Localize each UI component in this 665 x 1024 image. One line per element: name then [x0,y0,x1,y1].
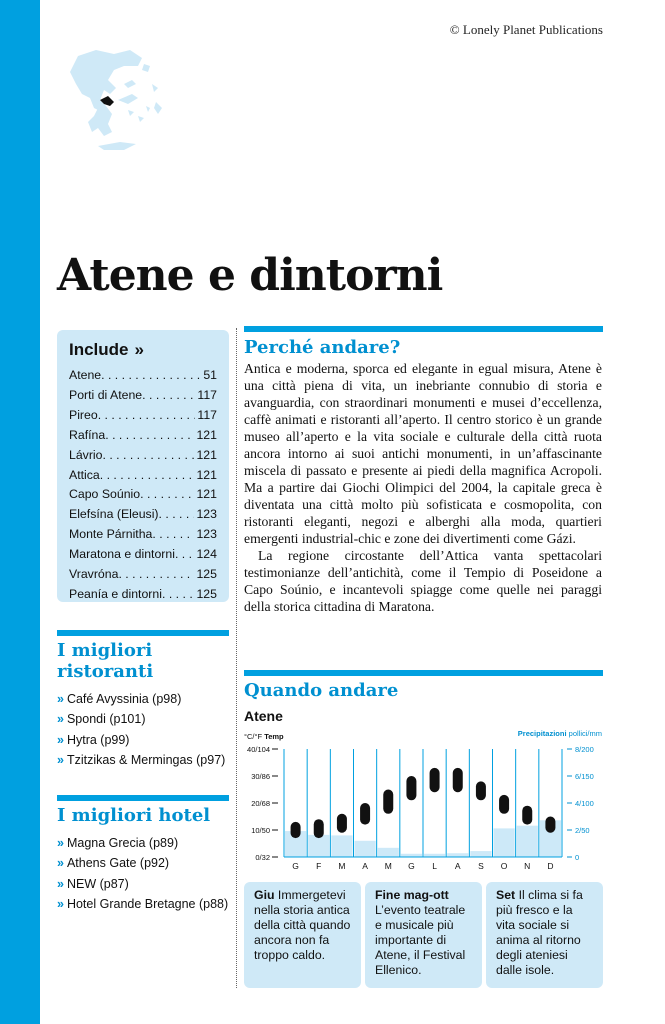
include-item-name: Capo Soúnio [69,487,141,502]
restaurant-item [57,730,229,750]
temp-range-bar [383,790,393,814]
temp-tick-label: 20/68 [251,799,270,808]
month-tick-label: A [362,861,368,871]
leader-dots [140,485,194,505]
section-rule [57,630,229,636]
month-tick-label: G [408,861,415,871]
bullet-chevron-icon: » [57,692,64,706]
chart-city: Atene [244,708,283,724]
temp-range-bar [291,822,301,838]
include-item-page: 123 [196,507,217,522]
why-paragraph: La regione circostante dell’Attica vanta spettacolari testimonianze dell’antichità, come il Tempio di Poseidone a Capo Soúnio, e incantevoli spiagge come quelle nei paraggi della storica cittadina di Maratona. [244,548,602,614]
greece-map-icon [58,44,168,154]
precip-axis-label: Precipitazioni [517,729,567,738]
color-bar [0,0,40,1024]
bullet-chevron-icon: » [57,836,64,850]
season-label: Set [496,888,516,902]
season-text: L’evento teatrale e musicale più importante di Atene, il Festival Ellenico. [375,903,466,977]
column-divider [236,328,237,988]
temp-tick-label: 30/86 [251,772,270,781]
include-item [69,525,217,545]
include-item [69,505,217,525]
leader-dots [98,406,196,426]
precip-bar [494,828,515,857]
include-item-name: Porti di Atene [69,387,143,402]
month-tick-label: N [524,861,531,871]
include-item [69,466,217,486]
restaurant-item-text: Tzitzikas & Mermingas (p97) [66,752,226,767]
bullet-chevron-icon: » [57,856,64,871]
include-item-name: Maratona e dintorni [69,547,175,562]
month-tick-label: F [316,861,322,871]
leader-dots [101,366,201,386]
include-item-page: 123 [196,527,217,542]
bullet-chevron-icon: » [57,712,64,727]
temp-range-bar [476,781,486,800]
restaurant-item-text: Spondi (p101) [66,712,146,727]
include-item-name: Lávrio [69,447,103,462]
leader-dots [118,565,194,585]
include-item-page: 124 [196,547,217,562]
precip-bar [447,853,468,857]
include-item-name: Monte Párnitha [69,527,153,542]
section-rule [244,326,603,332]
temp-range-bar [360,803,370,825]
include-item-page: 125 [196,586,217,601]
month-tick-label: S [478,861,484,871]
precip-bar [470,851,491,857]
temp-tick-label: 0/32 [255,853,270,862]
hotel-item [57,874,229,894]
hotels-list [57,833,229,914]
temp-range-bar [430,768,440,792]
season-box [365,882,482,988]
include-item-page: 121 [196,487,217,502]
restaurant-item-text: Hytra (p99) [66,732,130,747]
temp-range-bar [406,776,416,800]
hotel-item-text: Magna Grecia (p89) [66,836,179,850]
precip-bar [378,848,399,857]
restaurant-item-text: Café Avyssinia (p98) [66,692,182,706]
include-heading [69,340,217,360]
include-item [69,485,217,505]
leader-dots [175,545,195,565]
season-box [486,882,603,988]
double-chevron-icon: » [134,340,144,359]
month-tick-label: M [384,861,392,871]
temp-axis-units: °C/°F [244,732,263,741]
season-label: Fine mag-ott [375,888,449,902]
month-tick-label: A [454,861,461,871]
temp-range-bar [522,806,532,825]
season-text: Il clima si fa più fresco e la vita sociale si anima al ritorno degli ateniesi dalle isole. [496,888,583,977]
month-tick-label: M [338,861,346,871]
season-box [244,882,361,988]
month-tick-label: O [500,861,508,871]
copyright: © Lonely Planet Publications [449,22,603,37]
month-tick-label: G [292,861,299,871]
precip-axis-title [518,729,602,738]
precip-bar [331,835,352,857]
include-item [69,426,217,446]
restaurant-item [57,750,229,770]
precip-bar [308,835,329,857]
hotel-item-text: Hotel Grande Bretagne (p88) [66,896,229,911]
restaurant-item [57,709,229,729]
include-item [69,366,217,386]
include-item-page: 121 [196,467,217,482]
temp-range-bar [337,814,347,833]
include-item [69,545,217,565]
restaurants-title: I migliori ristoranti [57,640,154,682]
include-item-name: Atene [69,368,102,382]
include-item [69,446,217,466]
precip-bar [355,841,376,857]
include-item [69,585,217,605]
include-item-name: Peanía e dintorni [69,586,162,601]
page-title: Atene e dintorni [57,250,443,301]
section-rule [244,670,603,676]
hotel-item [57,853,229,873]
leader-dots [152,525,194,545]
temp-tick-label: 40/104 [247,745,270,754]
include-item-name: Pireo [69,407,98,422]
include-list [69,366,217,605]
leader-dots [159,505,195,525]
bullet-chevron-icon: » [57,896,64,911]
temp-tick-label: 10/50 [251,826,270,835]
include-item-page: 51 [203,368,217,382]
hotels-title: I migliori hotel [57,805,211,826]
season-label: Giu [254,888,275,902]
include-item-name: Attica [69,467,100,482]
when-title: Quando andare [244,680,399,701]
season-boxes [244,882,603,988]
include-item-page: 121 [196,447,217,462]
climate-chart [244,724,603,874]
month-tick-label: D [547,861,554,871]
leader-dots [162,585,194,605]
include-item-name: Rafína [69,427,106,442]
include-item-page: 125 [196,567,217,582]
include-item-page: 121 [196,427,217,442]
precip-tick-label: 6/150 [575,772,594,781]
why-title: Perché andare? [244,337,401,358]
why-text [244,360,602,615]
hotel-item [57,894,229,914]
temp-range-bar [499,795,509,814]
leader-dots [105,426,194,446]
precip-bar [517,826,538,857]
temp-range-bar [545,817,555,833]
include-item [69,406,217,426]
leader-dots [142,386,195,406]
include-item [69,565,217,585]
include-item-page: 117 [197,407,217,422]
precip-tick-label: 0 [575,853,580,862]
precip-tick-label: 2/50 [575,826,590,835]
temp-range-bar [453,768,463,792]
hotel-item [57,833,229,853]
temp-axis-title [244,732,284,741]
precip-tick-label: 8/200 [575,745,594,754]
month-tick-label: L [432,861,437,871]
hotel-item-text: Athens Gate (p92) [66,856,170,871]
include-item [69,386,217,406]
restaurants-list [57,689,229,770]
bullet-chevron-icon: » [57,752,64,767]
leader-dots [103,446,195,466]
temp-range-bar [314,819,324,838]
restaurant-item [57,689,229,709]
leader-dots [100,466,195,486]
include-box [57,330,229,602]
precip-axis-units: pollici/mm [568,729,602,738]
why-paragraph: Antica e moderna, sporca ed elegante in egual misura, Atene è una città piena di vita, un inebriante connubio di storia e avanguardia, con straordinari monumenti e musei d’eccellenza, caffè animati e ristoranti all’aperto. Il centro storico è un grande museo all’aperto e la vita sociale e culturale della città ruota ancora intorno ai suoi antichi monumenti, in un’affascinante miscela di passato e presente ai piedi della magnifica Acropoli. Ma a partire dai Giochi Olimpici del 2004, la capitale greca è diventata una città molto più sofisticata e cosmopolita, con ristoranti eleganti, negozi e alberghi alla moda, quartieri emergenti industrial-chic e zone dei divertimenti come Gázi. [244,361,602,546]
hotel-item-text: NEW (p87) [66,876,129,891]
bullet-chevron-icon: » [57,876,64,891]
include-title: Include [69,340,129,359]
temp-axis-label: Temp [264,732,284,741]
section-rule [57,795,229,801]
include-item-page: 117 [197,387,217,402]
include-item-name: Elefsína (Eleusi) [69,507,159,522]
include-item-name: Vravróna [69,567,119,582]
season-text: Immergetevi nella storia antica della città quando ancora non fa troppo caldo. [254,888,351,962]
bullet-chevron-icon: » [57,732,64,747]
precip-tick-label: 4/100 [575,799,594,808]
